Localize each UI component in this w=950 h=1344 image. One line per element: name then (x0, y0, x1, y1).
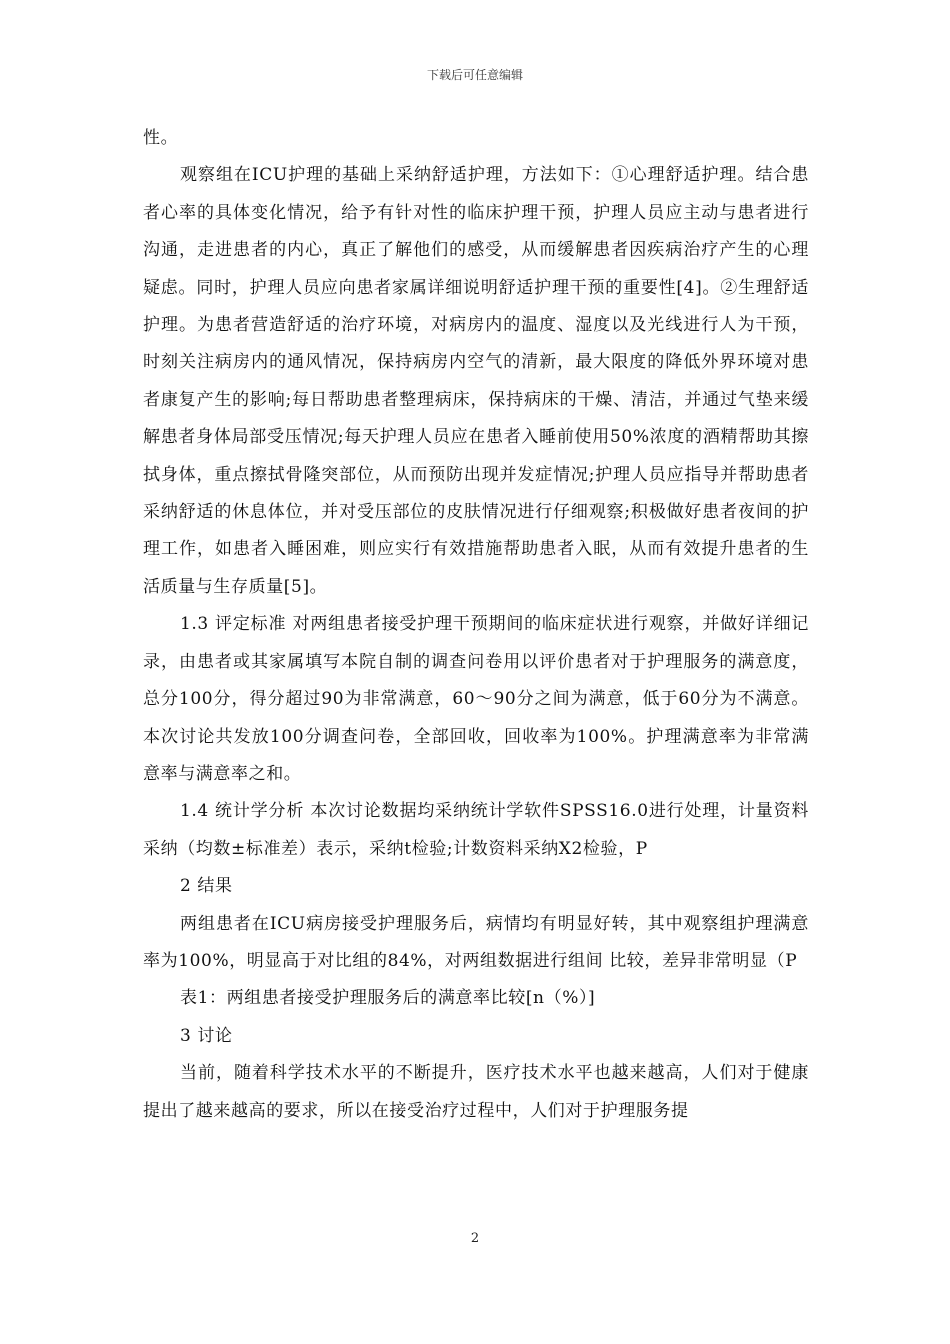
paragraph-continuation: 性。 (143, 128, 179, 148)
paragraph-statistical-analysis: 1.4 统计学分析 本次讨论数据均采纳统计学软件SPSS16.0进行处理，计量资料采纳（均数±标准差）表示，采纳t检验;计数资料采纳X2检验，P (143, 801, 809, 859)
table-caption: 表1：两组患者接受护理服务后的满意率比较[n（%）] (180, 988, 596, 1009)
page-number: 2 (470, 1231, 480, 1246)
paragraph-results: 两组患者在ICU病房接受护理服务后，病情均有明显好转，其中观察组护理满意率为100%，明显高于对比组的84%，对两组数据进行组间 比较，差异非常明显（P (143, 913, 809, 971)
paragraph-evaluation-criteria: 1.3 评定标准 对两组患者接受护理干预期间的临床症状进行观察，并做好详细记录，由患者或其家属填写本院自制的调查问卷用以评价患者对于护理服务的满意度，总分100分，得分超过90为非常满意，60～90分之间为满意，低于60分为不满意。本次讨论共发放100分调查问卷，全部回收，回收率为100%。护理满意率为非常满意率与满意率之和。 (143, 614, 809, 784)
page-header: 下载后可任意编辑 (426, 68, 523, 82)
section-heading-discussion: 3 讨论 (180, 1025, 233, 1046)
paragraph-comfort-nursing: 观察组在ICU护理的基础上采纳舒适护理，方法如下：①心理舒适护理。结合患者心率的具体变化情况，给予有针对性的临床护理干预，护理人员应主动与患者进行沟通，走进患者的内心，真正了解他们的感受，从而缓解患者因疾病治疗产生的心理疑虑。同时，护理人员应向患者家属详细说明舒适护理干预的重要性[4]。②生理舒适护理。为患者营造舒适的治疗环境，对病房内的温度、湿度以及光线进行人为干预，时刻关注病房内的通风情况，保持病房内空气的清新，最大限度的降低外界环境对患者康复产生的影响;每日帮助患者整理病床，保持病床的干燥、清洁，并通过气垫来缓解患者身体局部受压情况;每天护理人员应在患者入睡前使用50%浓度的酒精帮助其擦拭身体，重点擦拭骨隆突部位，从而预防出现并发症情况;护理人员应指导并帮助患者采纳舒适的休息体位，并对受压部位的皮肤情况进行仔细观察;积极做好患者夜间的护理工作，如患者入睡困难，则应实行有效措施帮助患者入眠，从而有效提升患者的生活质量与生存质量[5]。 (143, 165, 809, 597)
paragraph-discussion: 当前，随着科学技术水平的不断提升，医疗技术水平也越来越高，人们对于健康提出了越来越高的要求，所以在接受治疗过程中，人们对于护理服务提 (143, 1063, 809, 1121)
section-heading-results: 2 结果 (180, 876, 233, 897)
document-body (143, 120, 809, 1130)
